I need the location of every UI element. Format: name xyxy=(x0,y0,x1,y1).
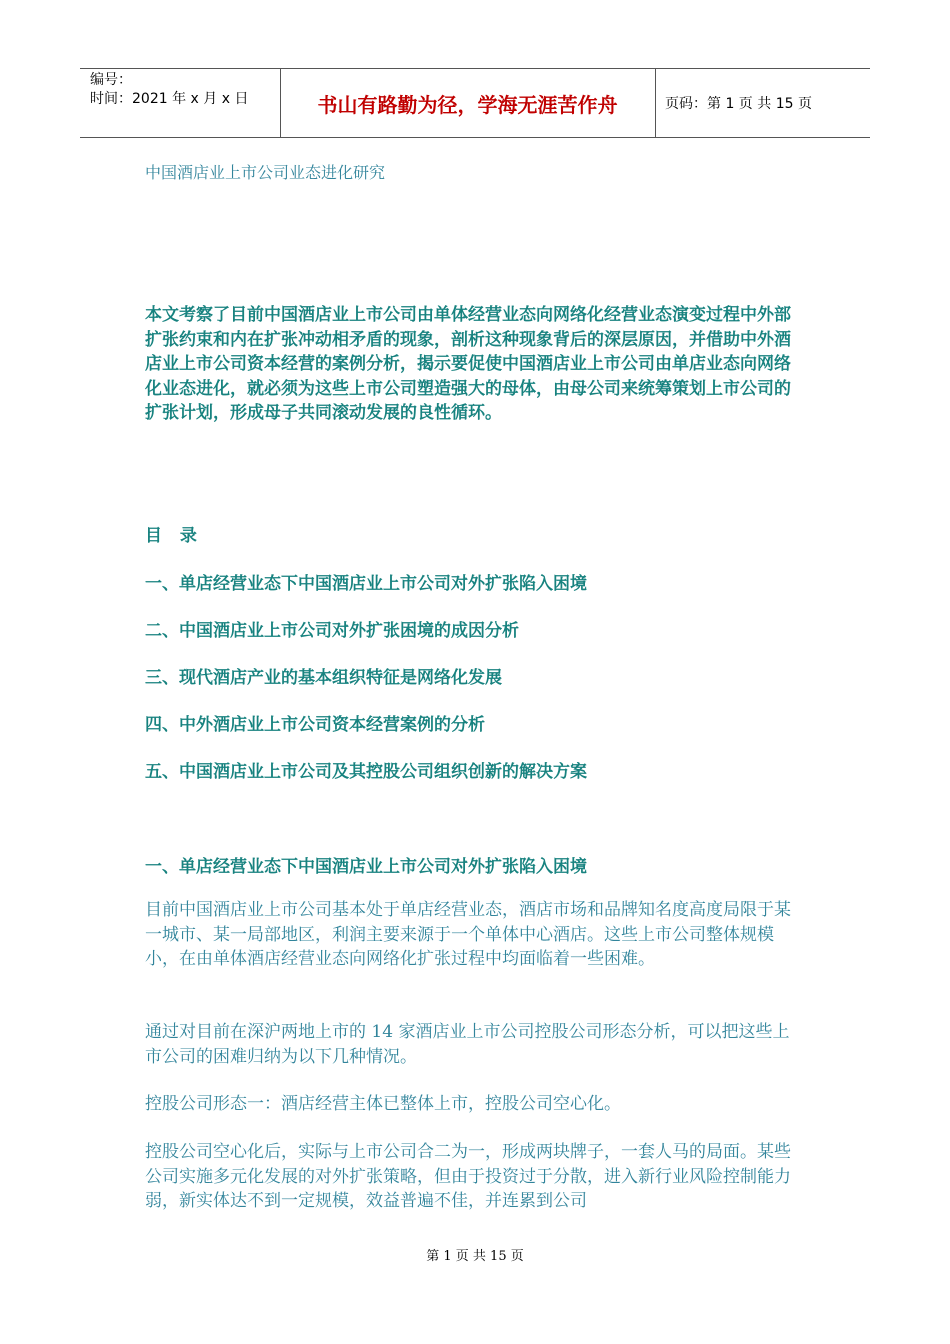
header-motto: 书山有路勤为径，学海无涯苦作舟 xyxy=(317,92,618,117)
header-page-code: 页码：第 1 页 共 15 页 xyxy=(665,96,812,112)
body-paragraph: 控股公司空心化后，实际与上市公司合二为一，形成两块牌子，一套人马的局面。某些公司实施多元化发展的对外扩张策略，但由于投资过于分散，进入新行业风险控制能力弱，新实体达不到一定规模，效益普遍不佳，并连累到公司 xyxy=(145,1142,791,1211)
toc-item: 五、中国酒店业上市公司及其控股公司组织创新的解决方案 xyxy=(145,762,587,782)
body-paragraph: 控股公司形态一：酒店经营主体已整体上市，控股公司空心化。 xyxy=(145,1094,621,1114)
section-heading: 一、单店经营业态下中国酒店业上市公司对外扩张陷入困境 xyxy=(145,857,587,877)
number-label: 编号： xyxy=(90,72,132,88)
time-label: 时间：2021 年 x 月 x 日 xyxy=(90,91,249,107)
toc-item: 一、单店经营业态下中国酒店业上市公司对外扩张陷入困境 xyxy=(145,574,587,594)
toc-item: 三、现代酒店产业的基本组织特征是网络化发展 xyxy=(145,668,502,688)
header-divider xyxy=(655,69,656,137)
header-table xyxy=(80,68,870,138)
abstract: 本文考察了目前中国酒店业上市公司由单体经营业态向网络化经营业态演变过程中外部扩张约束和内在扩张冲动相矛盾的现象，剖析这种现象背后的深层原因，并借助中外酒店业上市公司资本经营的案例分析，揭示要促使中国酒店业上市公司由单店业态向网络化业态进化，就必须为这些上市公司塑造强大的母体，由母公司来统筹策划上市公司的扩张计划，形成母子共同滚动发展的良性循环。 xyxy=(145,305,791,423)
document-title: 中国酒店业上市公司业态进化研究 xyxy=(145,163,386,182)
body-paragraph: 通过对目前在深沪两地上市的 14 家酒店业上市公司控股公司形态分析，可以把这些上市公司的困难归纳为以下几种情况。 xyxy=(145,1022,790,1067)
header-meta xyxy=(90,71,248,109)
toc-title: 目 录 xyxy=(145,526,203,546)
toc-item: 二、中国酒店业上市公司对外扩张困境的成因分析 xyxy=(145,621,519,641)
body-paragraph: 目前中国酒店业上市公司基本处于单店经营业态，酒店市场和品牌知名度高度局限于某一城市、某一局部地区，利润主要来源于一个单体中心酒店。这些上市公司整体规模小，在由单体酒店经营业态向网络化扩张过程中均面临着一些困难。 xyxy=(145,900,791,969)
toc-item: 四、中外酒店业上市公司资本经营案例的分析 xyxy=(145,715,485,735)
page-footer: 第 1 页 共 15 页 xyxy=(426,1249,524,1264)
